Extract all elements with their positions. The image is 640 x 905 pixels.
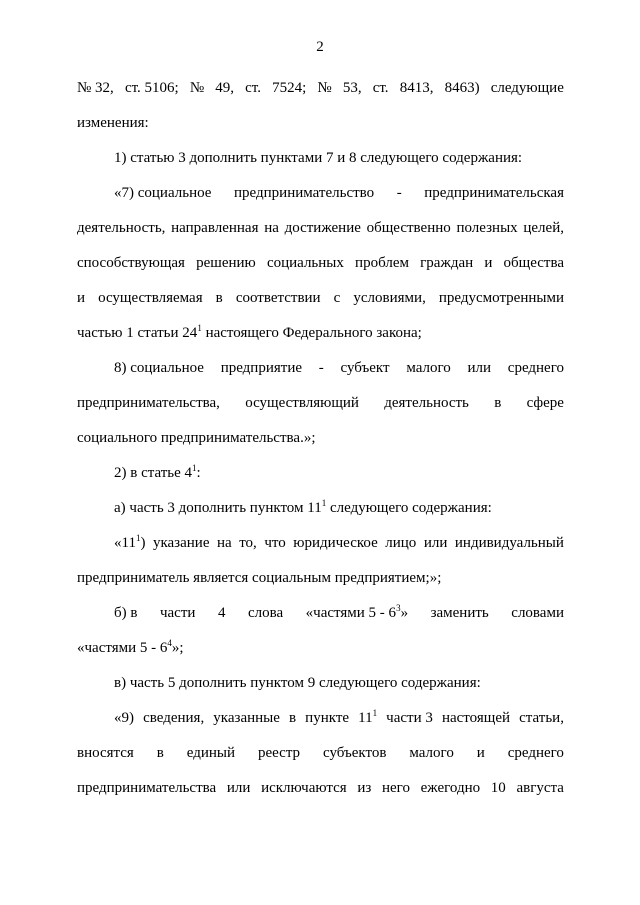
text-line — [114, 605, 564, 622]
text-line — [114, 465, 201, 482]
text-fragment: 7524; — [272, 80, 307, 96]
text-fragment: - — [396, 185, 402, 201]
text-fragment: указанные — [213, 710, 280, 726]
text-fragment: среднего — [507, 745, 564, 761]
text-fragment: ст. — [372, 80, 389, 96]
text-fragment: в — [288, 710, 297, 726]
text-fragment: «частями 5 - 6 — [77, 640, 168, 656]
text-fragment: решению — [196, 255, 256, 271]
text-fragment: «11 — [114, 535, 136, 551]
text-fragment: слова — [247, 605, 284, 621]
text-fragment: субъектов — [322, 745, 387, 761]
text-fragment: в — [156, 745, 164, 761]
text-fragment: предпринимательства — [77, 780, 217, 796]
text-line — [114, 710, 564, 727]
text-fragment: социальных — [266, 255, 344, 271]
text-line — [77, 325, 422, 342]
text-fragment: граждан — [420, 255, 474, 271]
superscript: 1 — [372, 708, 378, 718]
text-fragment: 8) социальное — [114, 360, 204, 376]
text-fragment: исключаются — [261, 780, 347, 796]
text-line: в) часть 5 дополнить пунктом 9 следующего содержания: — [114, 675, 481, 691]
text-fragment: из — [357, 780, 372, 796]
text-fragment: частью 1 статьи 24 — [77, 325, 198, 341]
text-fragment: $11^1$ — [358, 708, 378, 726]
text-fragment: 10 — [490, 780, 506, 796]
text-fragment: 53, — [342, 80, 362, 96]
text-fragment: августа — [516, 780, 564, 796]
text-line — [77, 80, 564, 97]
text-fragment: 8413, — [399, 80, 434, 96]
text-line — [77, 395, 564, 412]
text-fragment: ) — [140, 535, 146, 551]
text-fragment: предпринимательства, — [77, 395, 220, 411]
text-fragment: и — [484, 255, 493, 271]
text-fragment: или — [423, 535, 448, 551]
text-fragment: 2) в статье 4 — [114, 465, 193, 481]
text-fragment: настоящей — [441, 710, 511, 726]
text-fragment: заменить — [430, 605, 489, 621]
text-fragment: в — [215, 290, 223, 306]
text-fragment: ст. — [245, 80, 261, 96]
text-fragment: на — [264, 220, 279, 236]
text-line: социального предпринимательства.»; — [77, 430, 316, 446]
text-line — [77, 780, 564, 797]
text-line: предприниматель является социальным предприятием;»; — [77, 570, 442, 586]
text-fragment: общества — [503, 255, 564, 271]
text-fragment: или — [467, 360, 492, 376]
text-line — [77, 640, 184, 657]
text-fragment: 8463) — [444, 80, 480, 96]
text-fragment: № — [189, 80, 205, 96]
text-fragment: указание — [152, 535, 210, 551]
text-fragment: него — [381, 780, 410, 796]
text-line — [114, 360, 564, 377]
text-fragment: то, — [239, 535, 257, 551]
text-fragment: в — [494, 395, 502, 411]
text-fragment: субъект — [340, 360, 390, 376]
text-fragment: пункте — [305, 710, 350, 726]
text-fragment: настоящего Федерального закона; — [201, 325, 422, 341]
text-fragment: малого — [409, 745, 454, 761]
text-fragment: № 32, — [77, 80, 114, 96]
text-fragment: с — [333, 290, 341, 306]
superscript: 1 — [197, 323, 202, 333]
text-fragment: 4 — [217, 605, 226, 621]
text-fragment: »; — [171, 640, 184, 656]
text-fragment: сфере — [526, 395, 564, 411]
text-fragment: а) часть 3 дополнить пунктом 11 — [114, 500, 322, 516]
text-fragment: вносятся — [77, 745, 134, 761]
text-fragment: 49, — [215, 80, 235, 96]
text-fragment: и — [476, 745, 485, 761]
text-fragment: способствующая — [77, 255, 185, 271]
text-fragment: деятельность, — [77, 220, 166, 236]
text-fragment: : — [196, 465, 201, 481]
text-fragment: следующего содержания: — [326, 500, 492, 516]
text-fragment: достижение — [284, 220, 361, 236]
text-line — [114, 535, 564, 552]
text-fragment: предприятие — [220, 360, 303, 376]
text-fragment: словами — [511, 605, 564, 621]
superscript: 1 — [192, 463, 197, 473]
text-fragment: ст. 5106; — [124, 80, 179, 96]
text-fragment: части 3 — [386, 710, 433, 726]
superscript: 3 — [396, 603, 401, 613]
text-line — [114, 185, 564, 202]
text-fragment: предусмотренными — [438, 290, 564, 306]
text-fragment: соответствии — [235, 290, 321, 306]
text-line: 1) статью 3 дополнить пунктами 7 и 8 следующего содержания: — [114, 150, 523, 166]
text-fragment: - — [318, 360, 324, 376]
text-fragment: условиями, — [353, 290, 426, 306]
text-fragment: малого — [406, 360, 451, 376]
text-fragment: проблем — [355, 255, 409, 271]
text-fragment: деятельность — [384, 395, 469, 411]
text-line — [77, 745, 564, 762]
text-fragment: единый — [186, 745, 236, 761]
text-fragment: целей, — [523, 220, 564, 236]
text-fragment: полезных — [456, 220, 518, 236]
text-fragment: «частями $5 - 6^3$» — [305, 603, 409, 621]
text-fragment: ежегодно — [420, 780, 481, 796]
text-fragment: сведения, — [143, 710, 205, 726]
text-fragment: «7) социальное — [114, 185, 212, 201]
text-fragment: на — [217, 535, 232, 551]
text-fragment: среднего — [507, 360, 564, 376]
text-line — [77, 255, 564, 272]
text-fragment: б) в — [114, 605, 138, 621]
text-fragment: № — [317, 80, 332, 96]
text-line — [114, 500, 492, 517]
text-fragment: что — [264, 535, 286, 551]
text-fragment: предпринимательская — [424, 185, 564, 201]
text-fragment: части — [159, 605, 196, 621]
text-line: изменения: — [77, 115, 149, 131]
text-fragment: предпринимательство — [234, 185, 375, 201]
text-fragment: статьи, — [519, 710, 564, 726]
text-fragment: следующие — [490, 80, 564, 96]
superscript: 1 — [135, 533, 141, 543]
text-fragment: лицо — [385, 535, 417, 551]
text-line — [77, 220, 564, 237]
text-fragment: реестр — [257, 745, 301, 761]
text-fragment: осуществляющий — [245, 395, 359, 411]
text-fragment: направленная — [171, 220, 259, 236]
superscript: 4 — [167, 638, 172, 648]
text-fragment — [114, 535, 145, 552]
text-fragment: юридическое — [293, 535, 378, 551]
text-fragment: «9) — [114, 710, 134, 726]
page-number: 2 — [316, 39, 324, 55]
text-fragment: общественно — [366, 220, 451, 236]
text-fragment: индивидуальный — [454, 535, 564, 551]
superscript: 1 — [321, 498, 327, 508]
text-line — [77, 290, 564, 307]
text-fragment: или — [226, 780, 251, 796]
text-fragment: и — [77, 290, 86, 306]
text-fragment: осуществляемая — [98, 290, 203, 306]
